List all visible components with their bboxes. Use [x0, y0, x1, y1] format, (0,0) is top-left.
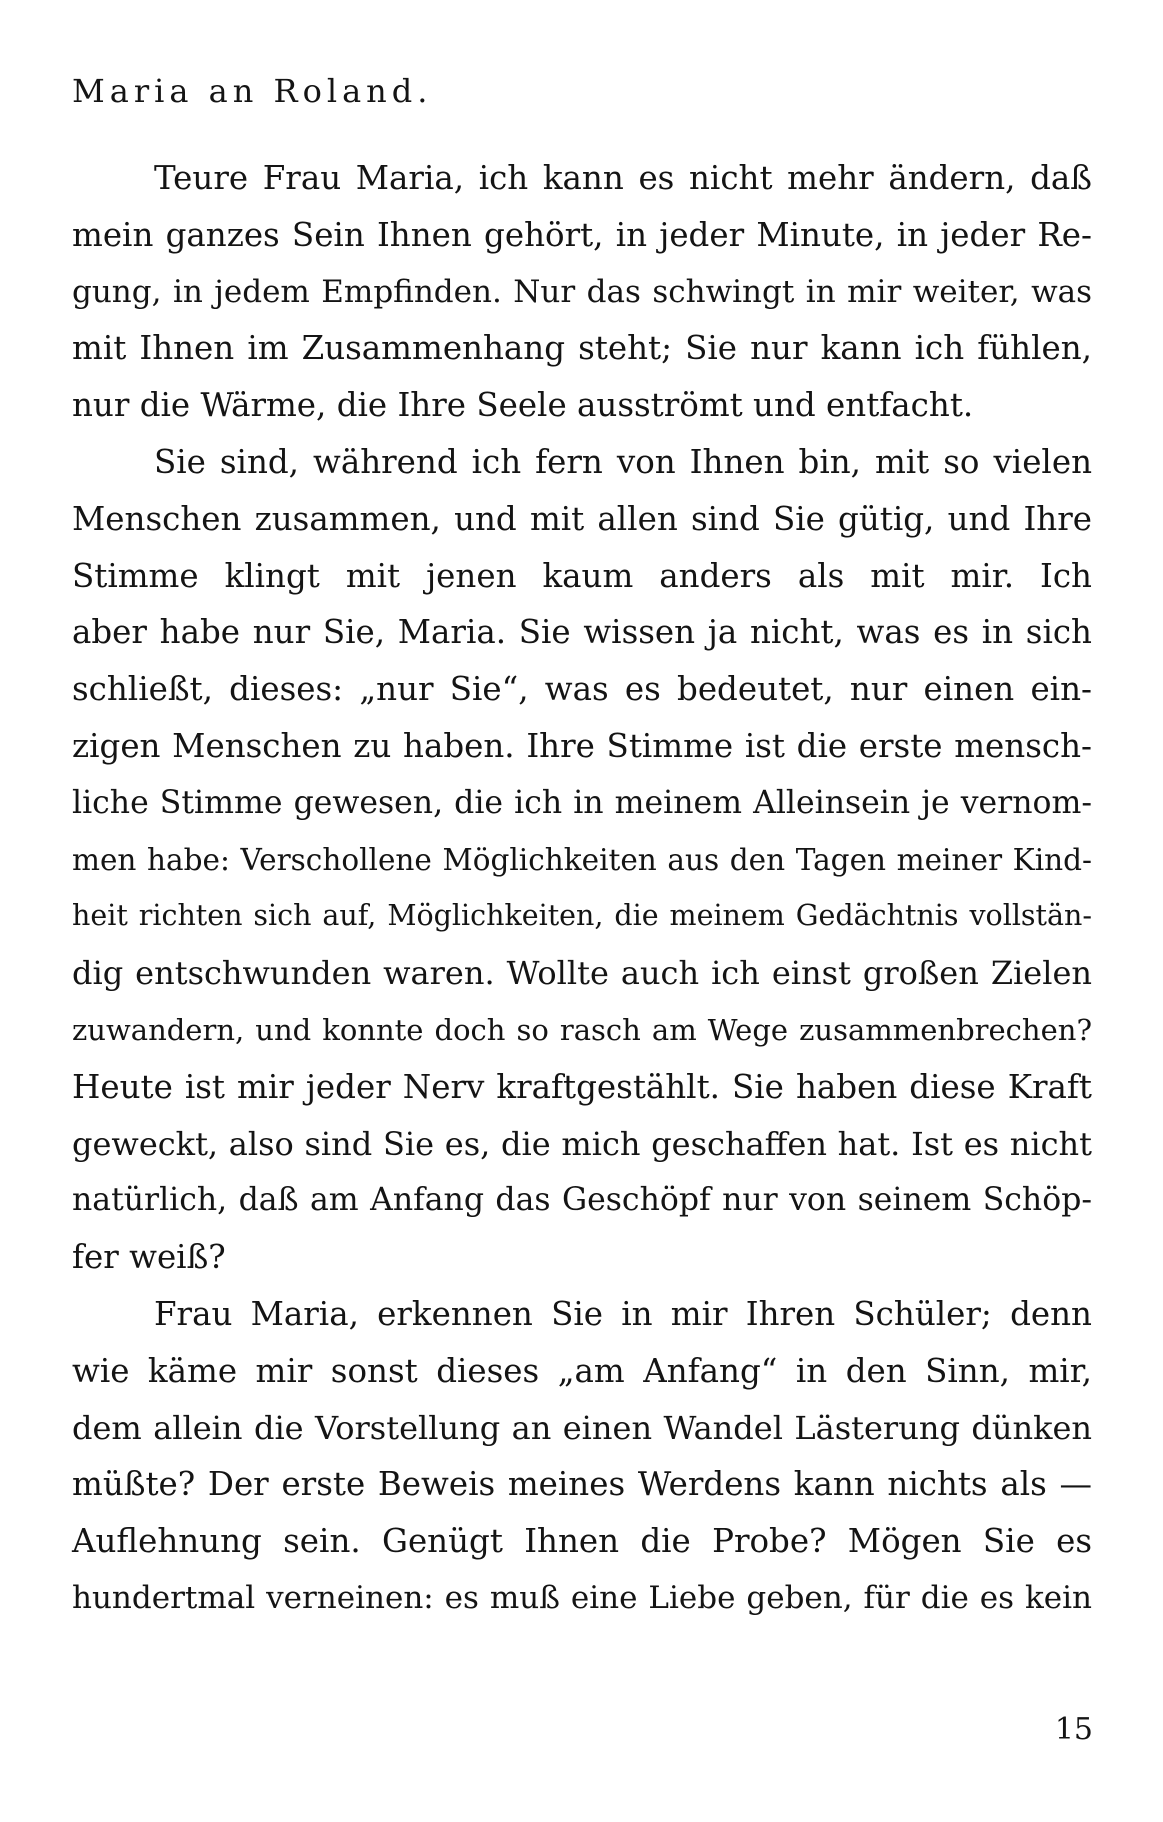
text-line: müßte? Der erste Beweis meines Werdens kann nichts als — — [72, 1465, 1092, 1504]
text-line: Sie sind, während ich fern von Ihnen bin, mit so vielen — [154, 442, 1092, 481]
text-line: fer weiß? — [72, 1238, 226, 1277]
text-line: schließt, dieses: „nur Sie“, was es bedeutet, nur einen ein- — [72, 670, 1092, 709]
text-line: Teure Frau Maria, ich kann es nicht mehr ändern, daß — [154, 159, 1092, 197]
text-line: nur die Wärme, die Ihre Seele ausströmt und entfacht. — [72, 386, 974, 425]
text-line: heit richten sich auf, Möglichkeiten, die meinem Gedächtnis vollstän- — [72, 899, 1092, 933]
text-line: geweckt, also sind Sie es, die mich geschaffen hat. Ist es nicht — [72, 1124, 1092, 1163]
text-line: hundertmal verneinen: es muß eine Liebe geben, für die es kein — [72, 1579, 1092, 1616]
text-line: Menschen zusammen, und mit allen sind Sie gütig, und Ihre — [72, 499, 1092, 538]
text-line: aber habe nur Sie, Maria. Sie wissen ja nicht, was es in sich — [72, 613, 1092, 652]
text-line: liche Stimme gewesen, die ich in meinem Alleinsein je vernom- — [72, 784, 1092, 821]
text-line: Heute ist mir jeder Nerv kraftgestählt. Sie haben diese Kraft — [72, 1067, 1092, 1106]
letter-body — [72, 150, 1092, 1627]
text-line: dig entschwunden waren. Wollte auch ich einst großen Zielen — [72, 954, 1092, 993]
letter-heading: Maria an Roland. — [72, 72, 433, 110]
text-line: zigen Menschen zu haben. Ihre Stimme ist die erste mensch- — [72, 726, 1092, 765]
text-line: Auflehnung sein. Genügt Ihnen die Probe? Mögen Sie es — [72, 1522, 1092, 1561]
text-line: mit Ihnen im Zusammenhang steht; Sie nur kann ich fühlen, — [72, 329, 1092, 368]
text-line: zuwandern, und konnte doch so rasch am Wege zusammenbrechen? — [72, 1012, 1092, 1047]
text-line: men habe: Verschollene Möglichkeiten aus den Tagen meiner Kind- — [72, 842, 1092, 877]
text-line: wie käme mir sonst dieses „am Anfang“ in den Sinn, mir, — [72, 1351, 1092, 1390]
text-line: dem allein die Vorstellung an einen Wandel Lästerung dünken — [72, 1408, 1092, 1447]
text-line: gung, in jedem Empfinden. Nur das schwingt in mir weiter, was — [72, 273, 1092, 310]
page-number: 15 — [1054, 1712, 1093, 1747]
text-line: Stimme klingt mit jenen kaum anders als mit mir. Ich — [72, 556, 1092, 595]
text-line: mein ganzes Sein Ihnen gehört, in jeder Minute, in jeder Re- — [72, 215, 1092, 254]
text-line: Frau Maria, erkennen Sie in mir Ihren Schüler; denn — [154, 1294, 1092, 1333]
text-line: natürlich, daß am Anfang das Geschöpf nur von seinem Schöp- — [72, 1182, 1092, 1219]
